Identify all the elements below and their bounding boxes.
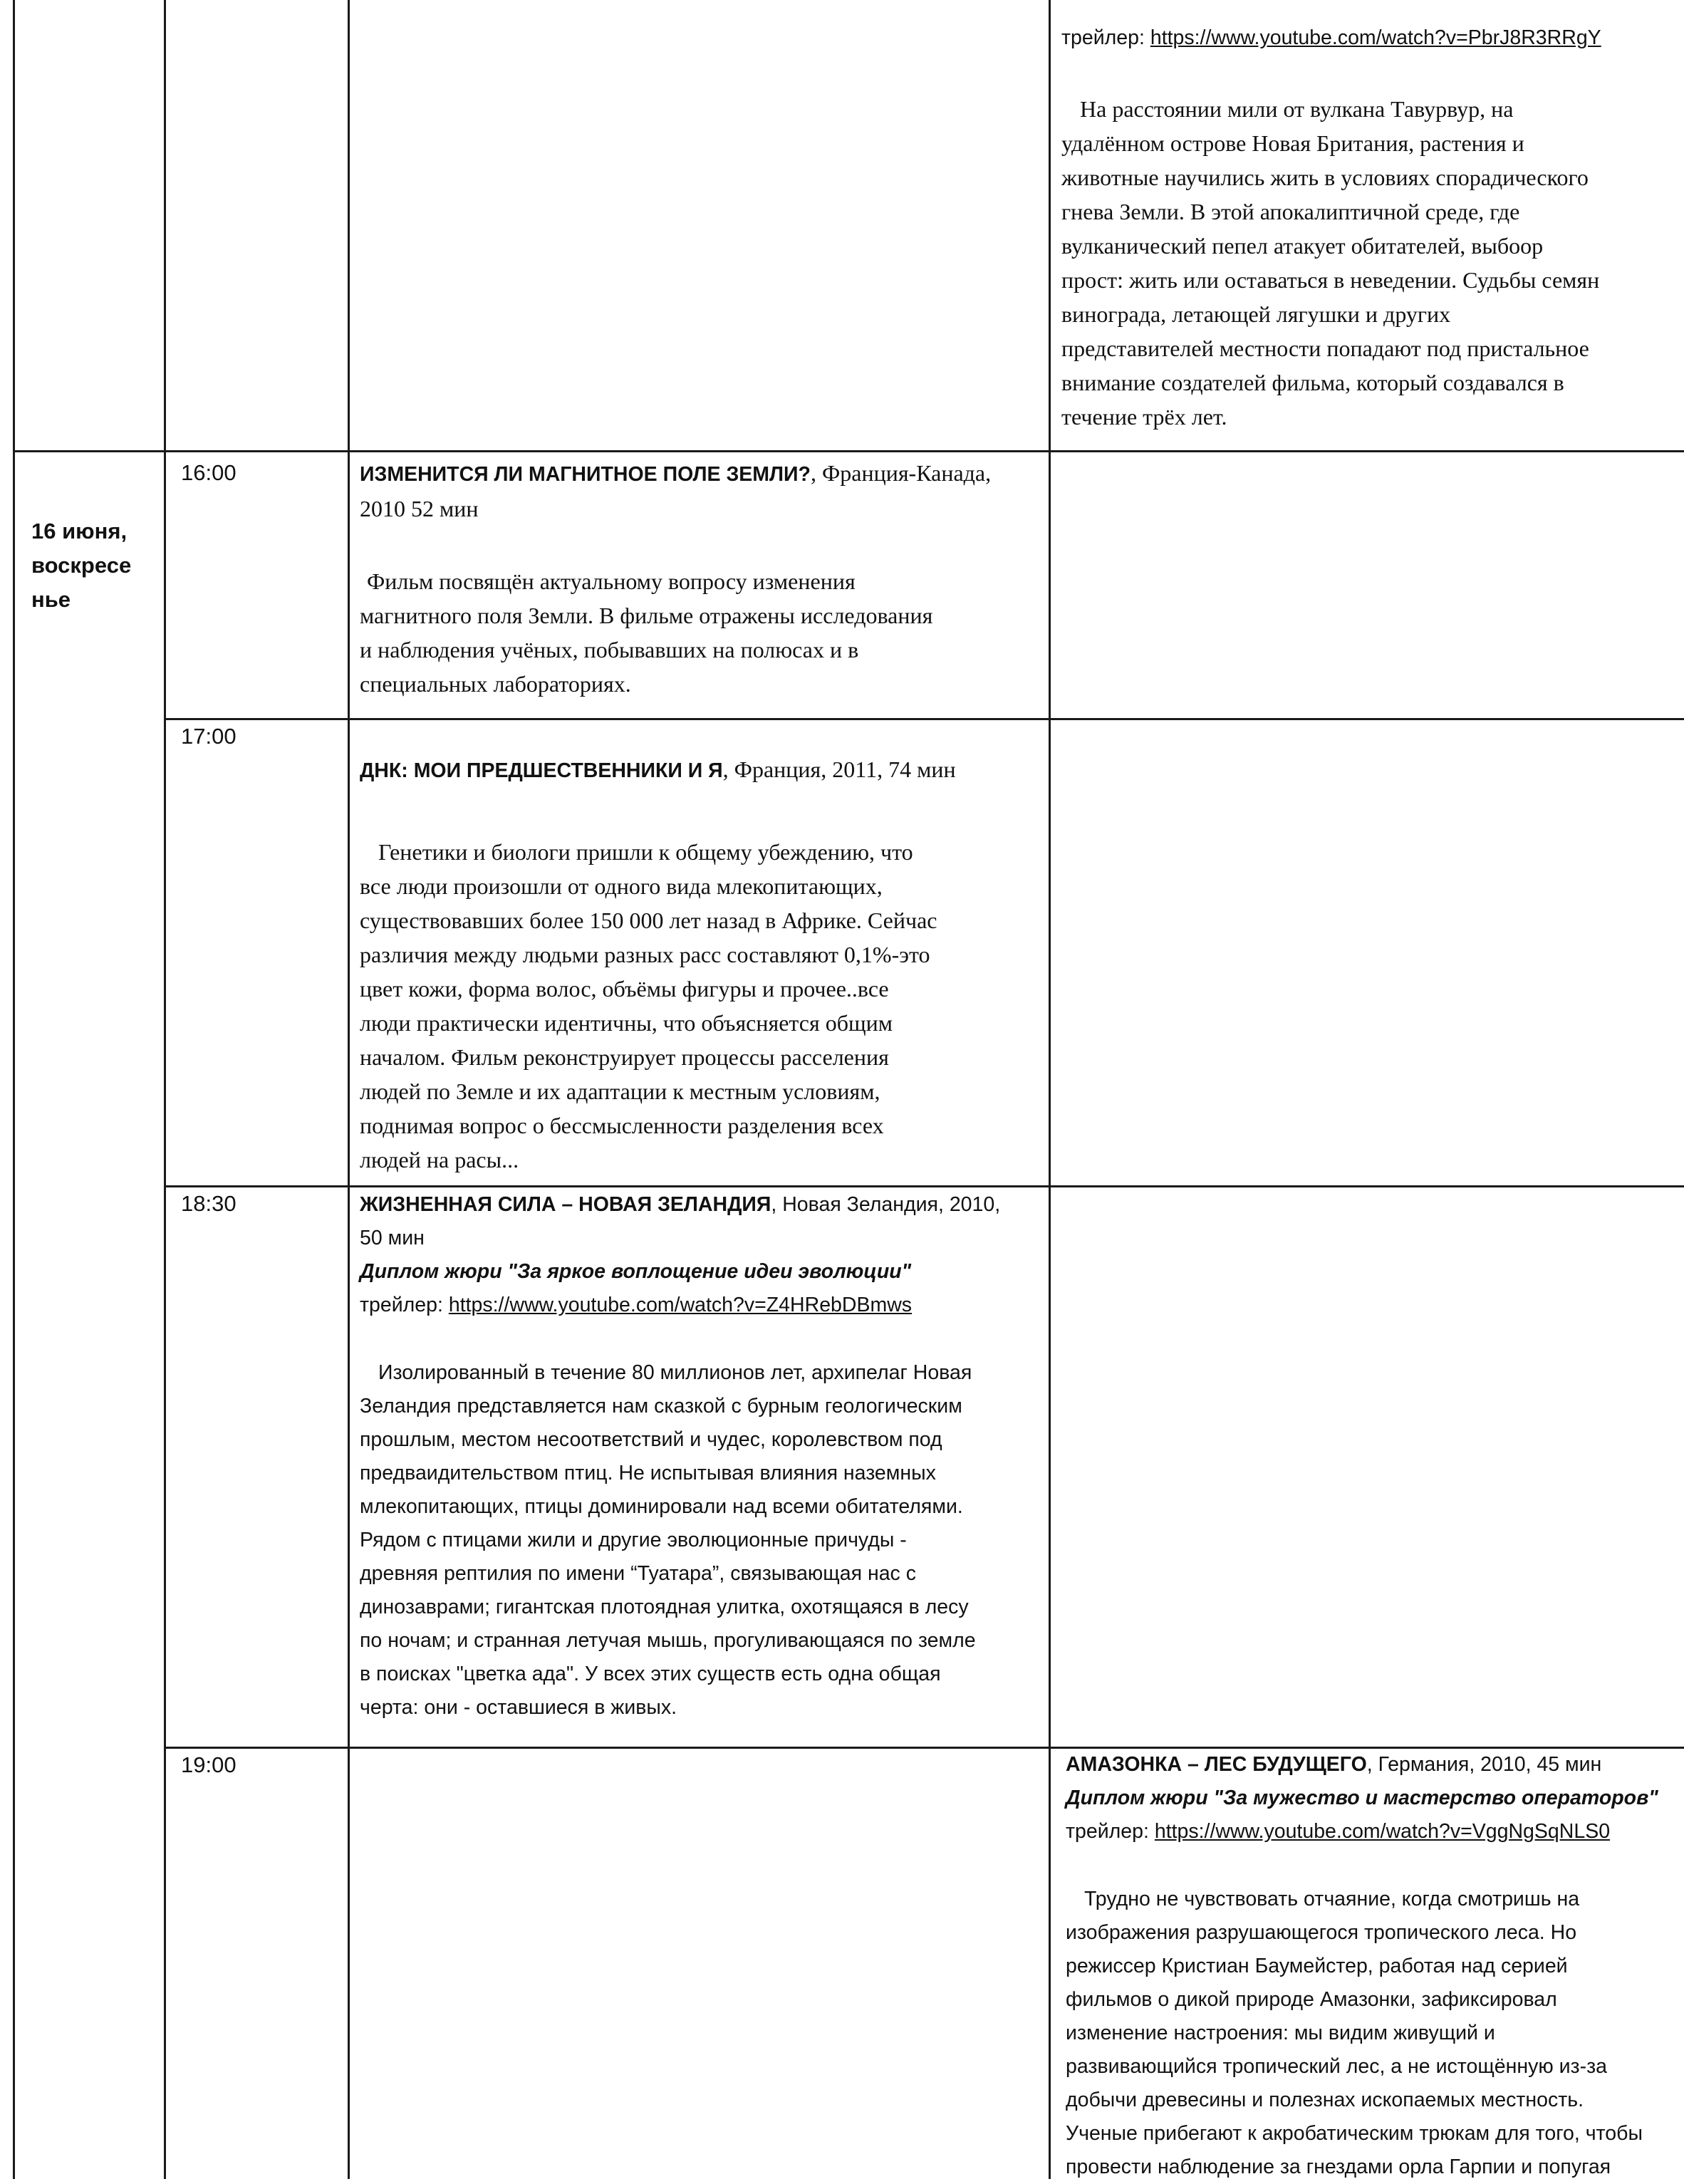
row-divider-1830 — [164, 1185, 1684, 1187]
film-meta: , Новая Зеландия, 2010, — [771, 1193, 1001, 1216]
description-line: вулканический пепел атакует обитателей, выбоор — [1061, 233, 1544, 259]
film-description — [1061, 92, 1681, 434]
film-entry — [360, 752, 1044, 1177]
description-line: Трудно не чувствовать отчаяние, когда смотришь на — [1084, 1888, 1580, 1910]
film-meta: , Франция, 2011, 74 мин — [722, 756, 956, 782]
film-award: Диплом жюри "За яркое воплощение идеи эволюции" — [360, 1260, 912, 1283]
trailer-prefix: трейлер: — [1066, 1820, 1155, 1843]
description-line: люди практически идентичны, что объясняется общим — [360, 1010, 893, 1036]
film-meta: , Франция-Канада, — [810, 460, 992, 486]
description-line: изображения разрушающегося тропического леса. Но — [1066, 1921, 1577, 1944]
film-description — [1066, 1883, 1683, 2184]
description-line: древняя рептилия по имени “Туатара”, связывающая нас с — [360, 1562, 916, 1585]
film-heading — [360, 752, 1044, 788]
description-line: фильмов о дикой природе Амазонки, зафиксировал — [1066, 1988, 1557, 2011]
film-meta: 50 мин — [360, 1227, 425, 1249]
description-line: Генетики и биологи пришли к общему убеждению, что — [378, 839, 913, 865]
description-line: представителей местности попадают под пристальное — [1061, 336, 1589, 361]
description-line: в поисках "цветка ада". У всех этих существ есть одна общая — [360, 1663, 941, 1685]
day-label — [31, 514, 160, 617]
description-line: развивающийся тропический лес, а не истощённую из-за — [1066, 2055, 1608, 2078]
description-line: специальных лабораториях. — [360, 671, 631, 697]
day-label-line: воскресе — [31, 553, 132, 578]
trailer-line — [1066, 1815, 1683, 1848]
time-slot: 19:00 — [181, 1752, 237, 1777]
description-line: Изолированный в течение 80 миллионов лет, архипелаг Новая — [378, 1361, 972, 1384]
description-line: людей на расы... — [360, 1147, 519, 1172]
description-line: все люди произошли от одного вида млекопитающих, — [360, 873, 883, 899]
day-label-line: 16 июня, — [31, 519, 128, 544]
description-line: динозаврами; гигантская плотоядная улитка, охотящаяся в лесу — [360, 1596, 969, 1618]
day-label-line: нье — [31, 587, 71, 612]
description-line: животные научились жить в условиях спорадического — [1061, 165, 1589, 190]
time-slot: 18:30 — [181, 1191, 237, 1216]
film-heading — [360, 456, 1044, 492]
description-line: млекопитающих, птицы доминировали над всеми обитателями. — [360, 1495, 963, 1518]
film-entry — [1066, 1748, 1683, 2184]
trailer-prefix: трейлер: — [1061, 26, 1150, 49]
table-divider-film-film — [1049, 0, 1051, 2179]
trailer-prefix: трейлер: — [360, 1294, 449, 1316]
film-description — [360, 835, 1044, 1177]
table-divider-day-time — [164, 0, 166, 2179]
description-line: прост: жить или оставаться в неведении. Судьбы семян — [1061, 267, 1600, 293]
trailer-link[interactable]: https://www.youtube.com/watch?v=VggNgSqNLS0 — [1154, 1820, 1611, 1843]
description-line: провести наблюдение за гнездами орла Гарпии и попугая — [1066, 2156, 1611, 2178]
table-border-left — [13, 0, 15, 2179]
description-line: течение трёх лет. — [1061, 404, 1227, 430]
description-line: гнева Земли. В этой апокалиптичной среде, где — [1061, 199, 1520, 224]
description-line: винограда, летающей лягушки и других — [1061, 301, 1451, 327]
film-title: ИЗМЕНИТСЯ ЛИ МАГНИТНОЕ ПОЛЕ ЗЕМЛИ? — [360, 463, 811, 486]
time-slot: 17:00 — [181, 724, 237, 749]
trailer-line — [360, 1289, 1044, 1322]
continuation-cell — [1061, 21, 1681, 434]
description-line: черта: они - оставшиеся в живых. — [360, 1696, 677, 1719]
film-title: АМАЗОНКА – ЛЕС БУДУЩЕГО — [1066, 1753, 1367, 1776]
time-slot: 16:00 — [181, 460, 237, 485]
film-award: Диплом жюри "За мужество и мастерство операторов" — [1066, 1787, 1658, 1809]
trailer-line — [1061, 21, 1681, 55]
description-line: Ученые прибегают к акробатическим трюкам для того, чтобы — [1066, 2122, 1643, 2145]
description-line: поднимая вопрос о бессмысленности разделения всех — [360, 1113, 884, 1138]
description-line: по ночам; и странная летучая мышь, прогуливающаяся по земле — [360, 1629, 976, 1652]
film-entry — [360, 1188, 1044, 1725]
film-title: ДНК: МОИ ПРЕДШЕСТВЕННИКИ И Я — [360, 759, 723, 782]
film-heading — [1066, 1748, 1683, 1782]
row-divider-top — [13, 450, 1684, 452]
description-line: изменение настроения: мы видим живущий и — [1066, 2022, 1495, 2044]
row-divider-1700 — [164, 718, 1684, 720]
film-entry — [360, 456, 1044, 701]
description-line: Фильм посвящён актуальному вопросу изменения — [367, 568, 856, 594]
film-description — [360, 1356, 1044, 1725]
film-title: ЖИЗНЕННАЯ СИЛА – НОВАЯ ЗЕЛАНДИЯ — [360, 1193, 771, 1216]
description-line: началом. Фильм реконструирует процессы расселения — [360, 1044, 889, 1070]
description-line: На расстоянии мили от вулкана Тавурвур, на — [1080, 96, 1514, 122]
film-description — [360, 564, 1044, 701]
description-line: Зеландия представляется нам сказкой с бурным геологическим — [360, 1395, 962, 1418]
film-heading — [360, 1188, 1044, 1222]
description-line: режиссер Кристиан Баумейстер, работая над серией — [1066, 1955, 1568, 1977]
description-line: магнитного поля Земли. В фильме отражены исследования — [360, 603, 933, 628]
description-line: предваидительством птиц. Не испытывая влияния наземных — [360, 1462, 936, 1484]
description-line: удалённом острове Новая Британия, растения и — [1061, 130, 1524, 156]
description-line: существовавших более 150 000 лет назад в Африке. Сейчас — [360, 908, 937, 933]
trailer-link[interactable]: https://www.youtube.com/watch?v=Z4HRebDBmws — [448, 1294, 913, 1316]
description-line: добычи древесины и полезнах ископаемых местность. — [1066, 2089, 1584, 2111]
description-line: людей по Земле и их адаптации к местным условиям, — [360, 1078, 880, 1104]
description-line: различия между людьми разных расс составляют 0,1%-это — [360, 942, 930, 967]
description-line: Рядом с птицами жили и другие эволюционные причуды - — [360, 1529, 907, 1551]
description-line: и наблюдения учёных, побывавших на полюсах и в — [360, 637, 859, 662]
trailer-link[interactable]: https://www.youtube.com/watch?v=PbrJ8R3RRgY — [1150, 26, 1601, 49]
table-divider-time-film — [348, 0, 350, 2179]
film-meta: 2010 52 мин — [360, 496, 479, 521]
description-line: прошлым, местом несоответствий и чудес, королевством под — [360, 1428, 942, 1451]
description-line: цвет кожи, форма волос, объёмы фигуры и прочее..все — [360, 976, 889, 1002]
film-meta: , Германия, 2010, 45 мин — [1366, 1753, 1602, 1776]
description-line: внимание создателей фильма, который создавался в — [1061, 370, 1564, 395]
